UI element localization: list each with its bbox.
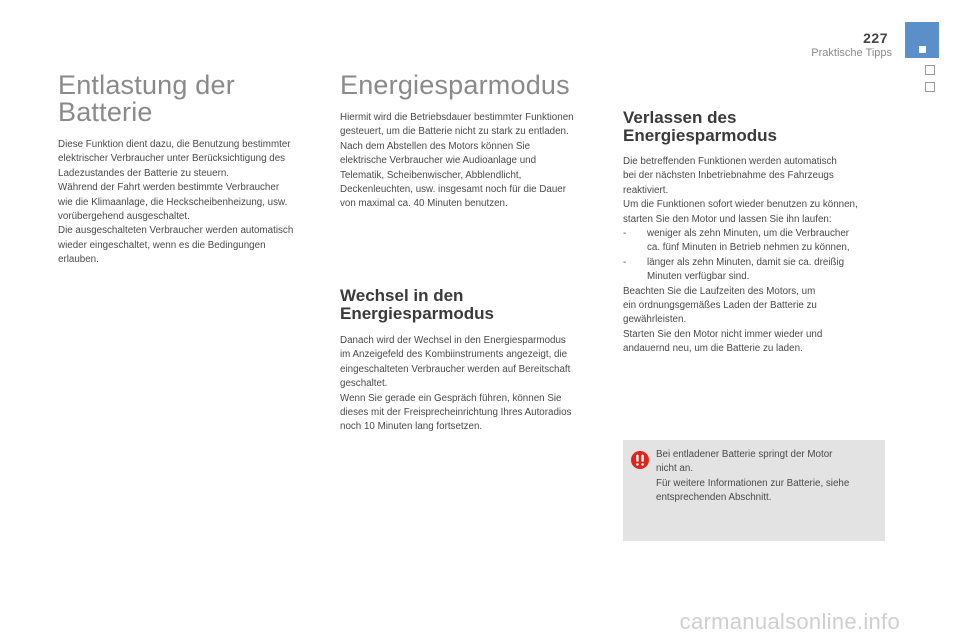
text-line: andauernd neu, um die Batterie zu laden.	[623, 343, 803, 355]
warning-exclamation-icon	[631, 451, 649, 469]
text-line: noch 10 Minuten lang fortsetzen.	[340, 421, 483, 433]
verlassen-bullet-1	[623, 227, 885, 256]
text-line: Während der Fahrt werden bestimmte Verbraucher	[58, 182, 280, 194]
text-line: weniger als zehn Minuten, um die Verbraucher	[647, 228, 850, 240]
text-line: wieder eingeschaltet, wenn es die Bedingungen	[58, 239, 266, 251]
text-line: eingeschalteten Verbraucher werden auf Bereitschaft	[340, 363, 571, 375]
text-line: Starten Sie den Motor nicht immer wieder und	[623, 328, 823, 340]
chapter-tab-1[interactable]	[925, 65, 935, 75]
text-line: ca. fünf Minuten in Betrieb nehmen zu können,	[647, 242, 850, 254]
bullet-dash: -	[623, 228, 627, 240]
text-line: dieses mit der Freisprecheinrichtung Ihres Autoradios	[340, 407, 572, 419]
section-label: Praktische Tipps	[811, 47, 892, 59]
watermark: carmanualsonline.info	[679, 609, 900, 634]
text-line: starten Sie den Motor und lassen Sie ihn laufen:	[623, 213, 832, 225]
text-line: gesteuert, um die Batterie nicht zu stark zu entladen.	[340, 126, 569, 138]
chapter-tab-2[interactable]	[925, 82, 935, 92]
bullet-dash: -	[623, 256, 627, 268]
verlassen-outro	[623, 285, 885, 357]
energie-title: Energiesparmodus	[340, 70, 570, 100]
chapter-tab-active[interactable]	[905, 22, 939, 58]
energie-body	[340, 111, 605, 212]
warning-box	[623, 440, 885, 541]
text-line: länger als zehn Minuten, damit sie ca. dreißig	[647, 256, 845, 268]
section-wechsel	[340, 287, 605, 435]
text-line: gewährleisten.	[623, 314, 687, 326]
warning-text	[656, 448, 878, 506]
verlassen-title-line1: Verlassen des	[623, 108, 737, 127]
text-line: Ladezustandes der Batterie zu steuern.	[58, 167, 230, 179]
section-batterie	[58, 72, 320, 268]
text-line: elektrische Verbraucher wie Audioanlage und	[340, 155, 537, 167]
wechsel-body	[340, 334, 605, 435]
text-line: elektrischer Verbraucher unter Berücksichtigung des	[58, 153, 286, 165]
text-line: vorübergehend ausgeschaltet.	[58, 211, 190, 223]
text-line: Nach dem Abstellen des Motors können Sie	[340, 140, 531, 152]
text-line: Deckenleuchten, usw. insgesamt noch für die Dauer	[340, 184, 566, 196]
text-line: nicht an.	[656, 463, 694, 475]
wechsel-title-line2: Energiesparmodus	[340, 304, 494, 323]
text-line: Um die Funktionen sofort wieder benutzen zu können,	[623, 199, 858, 211]
text-line: entsprechenden Abschnitt.	[656, 492, 772, 504]
batterie-body	[58, 138, 320, 268]
text-line: Hiermit wird die Betriebsdauer bestimmter Funktionen	[340, 112, 574, 123]
text-line: ein ordnungsgemäßes Laden der Batterie zu	[623, 300, 817, 312]
text-line: reaktiviert.	[623, 184, 669, 196]
text-line: Diese Funktion dient dazu, die Benutzung bestimmter	[58, 139, 291, 150]
text-line: Die ausgeschalteten Verbraucher werden automatisch	[58, 225, 294, 237]
text-line: wie die Klimaanlage, die Heckscheibenheizung, usw.	[58, 196, 288, 208]
text-line: Minuten verfügbar sind.	[647, 271, 750, 283]
text-line: Wenn Sie gerade ein Gespräch führen, können Sie	[340, 392, 562, 404]
text-line: Bei entladener Batterie springt der Motor	[656, 449, 833, 460]
batterie-title-line1: Entlastung der	[58, 70, 235, 100]
tab-square-icon	[919, 46, 926, 53]
verlassen-title	[623, 109, 885, 145]
section-verlassen	[623, 109, 885, 357]
text-line: Beachten Sie die Laufzeiten des Motors, um	[623, 285, 816, 297]
text-line: bei der nächsten Inbetriebnahme des Fahrzeugs	[623, 170, 834, 182]
verlassen-body	[623, 155, 885, 227]
text-line: Telematik, Scheibenwischer, Abblendlicht,	[340, 169, 522, 181]
text-line: Für weitere Informationen zur Batterie, siehe	[656, 477, 850, 489]
verlassen-bullet-2	[623, 256, 885, 285]
text-line: erlauben.	[58, 254, 99, 266]
text-line: Die betreffenden Funktionen werden automatisch	[623, 156, 837, 167]
batterie-title-line2: Batterie	[58, 97, 153, 127]
text-line: von maximal ca. 40 Minuten benutzen.	[340, 198, 508, 210]
verlassen-title-line2: Energiesparmodus	[623, 126, 777, 145]
text-line: geschaltet.	[340, 378, 388, 390]
page-number: 227	[863, 30, 888, 46]
batterie-title	[58, 72, 320, 126]
wechsel-title	[340, 287, 605, 323]
wechsel-title-line1: Wechsel in den	[340, 286, 464, 305]
text-line: Danach wird der Wechsel in den Energiesparmodus	[340, 335, 566, 346]
text-line: im Anzeigefeld des Kombiinstruments angezeigt, die	[340, 349, 568, 361]
section-energiesparmodus	[340, 72, 605, 212]
